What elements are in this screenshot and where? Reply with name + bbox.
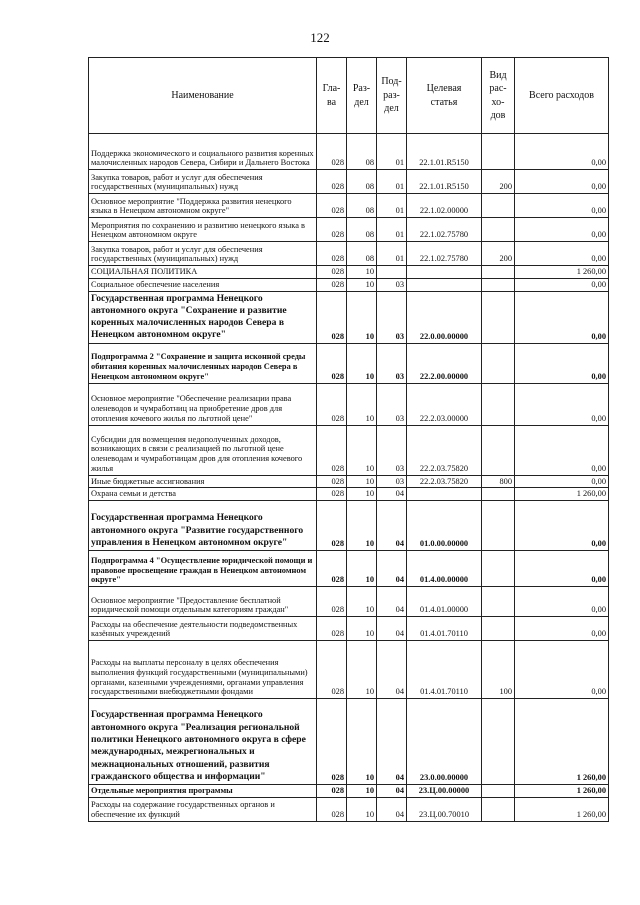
cell-section: 10 [347, 617, 377, 641]
cell-section: 10 [347, 551, 377, 587]
cell-target-article [407, 278, 482, 291]
cell-name: Расходы на обеспечение деятельности подведомственных казённых учреждений [89, 617, 317, 641]
cell-chapter: 028 [317, 641, 347, 699]
table-row [89, 278, 609, 291]
cell-target-article: 22.0.00.00000 [407, 291, 482, 343]
table-row [89, 170, 609, 194]
header-name: Наименование [89, 58, 317, 134]
cell-name: Поддержка экономического и социального развития коренных малочисленных народов Севера, Сибири и Дальнего Востока [89, 134, 317, 170]
cell-section: 10 [347, 785, 377, 798]
cell-name: Охрана семьи и детства [89, 488, 317, 501]
cell-name: Закупка товаров, работ и услуг для обеспечения государственных (муниципальных) нужд [89, 242, 317, 266]
cell-total: 1 260,00 [515, 797, 609, 821]
cell-subsection: 01 [377, 170, 407, 194]
cell-chapter: 028 [317, 551, 347, 587]
cell-total: 0,00 [515, 134, 609, 170]
cell-expense-type [482, 501, 515, 551]
cell-chapter: 028 [317, 291, 347, 343]
cell-expense-type [482, 218, 515, 242]
cell-subsection: 03 [377, 291, 407, 343]
table-row [89, 266, 609, 279]
cell-name: Отдельные мероприятия программы [89, 785, 317, 798]
cell-total: 0,00 [515, 425, 609, 475]
cell-expense-type [482, 587, 515, 617]
table-row [89, 797, 609, 821]
cell-chapter: 028 [317, 343, 347, 383]
cell-expense-type [482, 785, 515, 798]
header-expense-type: Вид рас- хо- дов [482, 58, 515, 134]
table-row [89, 383, 609, 425]
cell-expense-type [482, 278, 515, 291]
cell-section: 10 [347, 425, 377, 475]
cell-name: Иные бюджетные ассигнования [89, 475, 317, 488]
cell-total: 0,00 [515, 587, 609, 617]
cell-expense-type [482, 617, 515, 641]
cell-target-article: 23.0.00.00000 [407, 699, 482, 785]
table-row [89, 785, 609, 798]
cell-total: 0,00 [515, 383, 609, 425]
cell-chapter: 028 [317, 383, 347, 425]
header-section: Раз- дел [347, 58, 377, 134]
table-row [89, 134, 609, 170]
cell-chapter: 028 [317, 475, 347, 488]
cell-name: Расходы на содержание государственных органов и обеспечение их функций [89, 797, 317, 821]
header-chapter: Гла- ва [317, 58, 347, 134]
table-row [89, 587, 609, 617]
expenditure-table [88, 57, 609, 822]
cell-subsection: 01 [377, 242, 407, 266]
cell-total: 1 260,00 [515, 699, 609, 785]
cell-target-article: 22.2.03.00000 [407, 383, 482, 425]
cell-chapter: 028 [317, 266, 347, 279]
cell-section: 10 [347, 266, 377, 279]
cell-target-article: 22.1.02.75780 [407, 218, 482, 242]
cell-expense-type [482, 699, 515, 785]
cell-subsection: 03 [377, 383, 407, 425]
cell-chapter: 028 [317, 501, 347, 551]
cell-subsection: 04 [377, 797, 407, 821]
table-row [89, 194, 609, 218]
header-total: Всего расходов [515, 58, 609, 134]
table-row [89, 617, 609, 641]
cell-expense-type [482, 134, 515, 170]
cell-total: 0,00 [515, 551, 609, 587]
cell-chapter: 028 [317, 278, 347, 291]
cell-target-article: 01.0.00.00000 [407, 501, 482, 551]
cell-total: 0,00 [515, 501, 609, 551]
table-row [89, 501, 609, 551]
cell-subsection: 04 [377, 699, 407, 785]
cell-chapter: 028 [317, 699, 347, 785]
cell-subsection: 04 [377, 785, 407, 798]
cell-total: 0,00 [515, 291, 609, 343]
cell-chapter: 028 [317, 242, 347, 266]
cell-expense-type [482, 266, 515, 279]
cell-name: Государственная программа Ненецкого автономного округа "Развитие государственного управления в Ненецком автономном округе" [89, 501, 317, 551]
table-row [89, 475, 609, 488]
cell-total: 1 260,00 [515, 266, 609, 279]
cell-section: 10 [347, 641, 377, 699]
cell-chapter: 028 [317, 587, 347, 617]
cell-name: Основное мероприятие "Поддержка развития ненецкого языка в Ненецком автономном округе" [89, 194, 317, 218]
cell-name: Государственная программа Ненецкого автономного округа "Реализация региональной политики Ненецкого автономного округа в сфере международных, межрегиональных и межнациональных отношений, развития гражданского общества и информации" [89, 699, 317, 785]
cell-expense-type [482, 194, 515, 218]
cell-expense-type [482, 383, 515, 425]
cell-name: Субсидии для возмещения недополученных доходов, возникающих в связи с реализацией по льготной цене оленеводам и чумработницам дров для отопления кочевого жилья [89, 425, 317, 475]
header-subsection: Под- раз- дел [377, 58, 407, 134]
cell-section: 10 [347, 475, 377, 488]
table-header-row [89, 58, 609, 134]
cell-subsection: 04 [377, 501, 407, 551]
cell-total: 1 260,00 [515, 488, 609, 501]
cell-total: 1 260,00 [515, 785, 609, 798]
cell-chapter: 028 [317, 170, 347, 194]
cell-total: 0,00 [515, 242, 609, 266]
table-row [89, 343, 609, 383]
cell-subsection: 04 [377, 641, 407, 699]
table-body [89, 134, 609, 822]
cell-section: 08 [347, 194, 377, 218]
cell-subsection: 01 [377, 134, 407, 170]
cell-expense-type [482, 488, 515, 501]
cell-target-article: 01.4.00.00000 [407, 551, 482, 587]
page-number: 122 [310, 30, 330, 45]
cell-name: Основное мероприятие "Обеспечение реализации права оленеводов и чумработниц на приобретение дров для отопления кочевого жилья по льготной цене" [89, 383, 317, 425]
table-row [89, 291, 609, 343]
cell-subsection: 03 [377, 425, 407, 475]
cell-name: Социальное обеспечение населения [89, 278, 317, 291]
cell-expense-type [482, 425, 515, 475]
cell-section: 10 [347, 699, 377, 785]
cell-section: 10 [347, 278, 377, 291]
cell-total: 0,00 [515, 194, 609, 218]
cell-target-article: 22.1.02.75780 [407, 242, 482, 266]
cell-expense-type: 200 [482, 242, 515, 266]
cell-chapter: 028 [317, 797, 347, 821]
cell-name: Расходы на выплаты персоналу в целях обеспечения выполнения функций государственными (муниципальными) органами, казенными учреждениями, органами управления государственными внебюджетными фондами [89, 641, 317, 699]
cell-chapter: 028 [317, 218, 347, 242]
cell-name: Мероприятия по сохранению и развитию ненецкого языка в Ненецком автономном округе [89, 218, 317, 242]
cell-section: 08 [347, 134, 377, 170]
cell-expense-type: 200 [482, 170, 515, 194]
cell-section: 08 [347, 218, 377, 242]
cell-chapter: 028 [317, 194, 347, 218]
cell-target-article: 23.Ц.00.00000 [407, 785, 482, 798]
cell-section: 10 [347, 501, 377, 551]
cell-section: 10 [347, 291, 377, 343]
cell-subsection: 04 [377, 488, 407, 501]
cell-target-article [407, 488, 482, 501]
cell-expense-type [482, 343, 515, 383]
cell-subsection: 04 [377, 551, 407, 587]
cell-target-article: 22.1.01.R5150 [407, 170, 482, 194]
cell-section: 08 [347, 170, 377, 194]
cell-section: 10 [347, 383, 377, 425]
cell-subsection: 01 [377, 194, 407, 218]
cell-section: 08 [347, 242, 377, 266]
cell-subsection: 03 [377, 343, 407, 383]
cell-section: 10 [347, 488, 377, 501]
cell-total: 0,00 [515, 617, 609, 641]
cell-total: 0,00 [515, 641, 609, 699]
cell-total: 0,00 [515, 170, 609, 194]
table-row [89, 242, 609, 266]
cell-target-article: 22.2.00.00000 [407, 343, 482, 383]
cell-name: СОЦИАЛЬНАЯ ПОЛИТИКА [89, 266, 317, 279]
table-row [89, 641, 609, 699]
cell-name: Основное мероприятие "Предоставление бесплатной юридической помощи отдельным категориям граждан" [89, 587, 317, 617]
cell-section: 10 [347, 797, 377, 821]
cell-target-article: 22.1.02.00000 [407, 194, 482, 218]
table-row [89, 699, 609, 785]
cell-target-article: 01.4.01.70110 [407, 641, 482, 699]
cell-subsection: 04 [377, 587, 407, 617]
header-target-article: Целевая статья [407, 58, 482, 134]
cell-target-article [407, 266, 482, 279]
table-row [89, 425, 609, 475]
cell-target-article: 01.4.01.70110 [407, 617, 482, 641]
cell-subsection: 03 [377, 475, 407, 488]
cell-target-article: 22.2.03.75820 [407, 425, 482, 475]
cell-target-article: 22.2.03.75820 [407, 475, 482, 488]
cell-subsection: 04 [377, 617, 407, 641]
cell-expense-type [482, 291, 515, 343]
cell-expense-type: 100 [482, 641, 515, 699]
cell-expense-type [482, 797, 515, 821]
cell-total: 0,00 [515, 475, 609, 488]
cell-name: Закупка товаров, работ и услуг для обеспечения государственных (муниципальных) нужд [89, 170, 317, 194]
cell-chapter: 028 [317, 488, 347, 501]
cell-section: 10 [347, 343, 377, 383]
table-row [89, 218, 609, 242]
cell-total: 0,00 [515, 278, 609, 291]
cell-name: Подпрограмма 4 "Осуществление юридической помощи и правовое просвещение граждан в Ненецком автономном округе" [89, 551, 317, 587]
cell-target-article: 23.Ц.00.70010 [407, 797, 482, 821]
cell-section: 10 [347, 587, 377, 617]
cell-chapter: 028 [317, 134, 347, 170]
cell-subsection: 01 [377, 218, 407, 242]
cell-total: 0,00 [515, 343, 609, 383]
cell-target-article: 01.4.01.00000 [407, 587, 482, 617]
cell-subsection [377, 266, 407, 279]
cell-subsection: 03 [377, 278, 407, 291]
cell-chapter: 028 [317, 425, 347, 475]
table-row [89, 488, 609, 501]
cell-chapter: 028 [317, 617, 347, 641]
cell-name: Подпрограмма 2 "Сохранение и защита исконной среды обитания коренных малочисленных народов Севера в Ненецком автономном округе" [89, 343, 317, 383]
table-row [89, 551, 609, 587]
cell-chapter: 028 [317, 785, 347, 798]
cell-expense-type [482, 551, 515, 587]
cell-name: Государственная программа Ненецкого автономного округа "Сохранение и развитие коренных малочисленных народов Севера в Ненецком автономном округе" [89, 291, 317, 343]
cell-expense-type: 800 [482, 475, 515, 488]
cell-total: 0,00 [515, 218, 609, 242]
cell-target-article: 22.1.01.R5150 [407, 134, 482, 170]
